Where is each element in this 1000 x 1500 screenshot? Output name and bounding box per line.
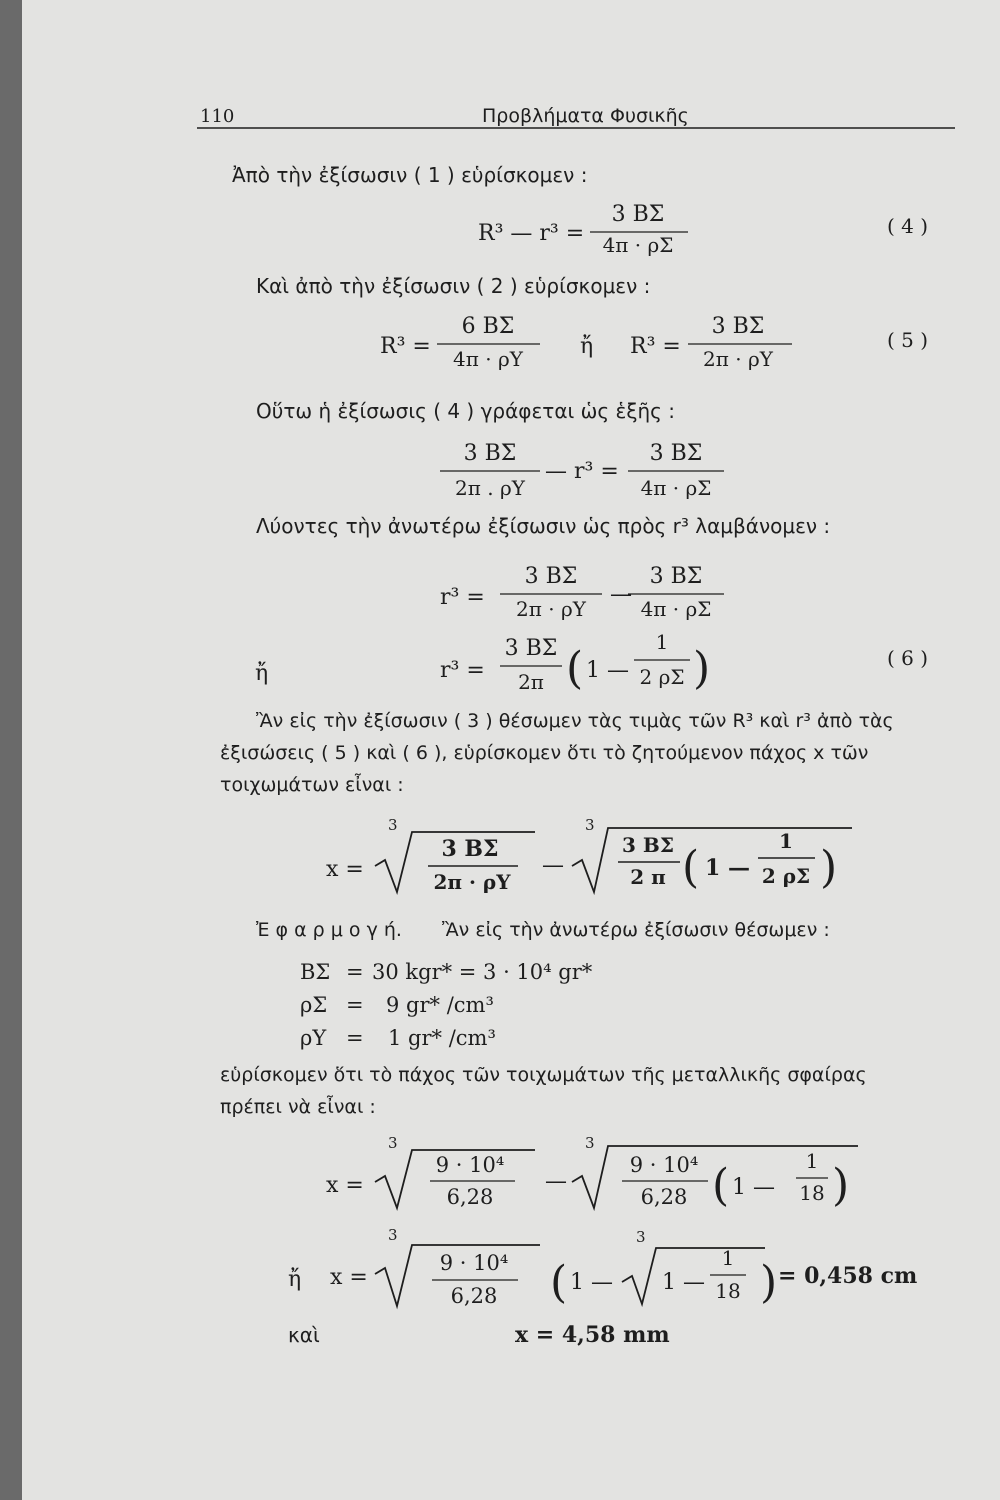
eq4-tag: ( 4 ) bbox=[887, 214, 929, 238]
para1-line-1: Ἂν εἰς τὴν ἐξίσωσιν ( 3 ) θέσωμεν τὰς τιμὰς τῶν R³ καὶ r³ ἀπὸ τὰς bbox=[256, 710, 894, 732]
eqn1-paren-one: 1 — bbox=[732, 1175, 775, 1200]
eqx-denominator-1: 2π · ρΥ bbox=[433, 870, 511, 894]
eqn2-denominator: 6,28 bbox=[450, 1284, 498, 1308]
page-number: 110 bbox=[200, 106, 235, 127]
eq6c-lhs: r³ = bbox=[440, 658, 485, 683]
eqn2-inner-numerator: 1 bbox=[721, 1246, 735, 1270]
eqn1-numerator-2: 9 · 10⁴ bbox=[629, 1153, 699, 1177]
eqx-root-index-2: 3 bbox=[585, 816, 595, 834]
eq5-lhs-1: R³ = bbox=[380, 334, 431, 359]
value-symbol-3: ρΥ bbox=[300, 1026, 327, 1050]
eqn1-close-paren: ) bbox=[832, 1160, 850, 1211]
eqx-lhs: x = bbox=[326, 857, 364, 882]
running-title: Προβλήματα Φυσικῆς bbox=[482, 105, 689, 127]
eq5-tag: ( 5 ) bbox=[887, 328, 929, 352]
eqn1-minus: — bbox=[545, 1169, 567, 1194]
eq5-denominator-2: 2π · ρΥ bbox=[703, 347, 773, 371]
value-equals-3: = bbox=[346, 1026, 364, 1050]
eq5-lhs-2: R³ = bbox=[630, 334, 681, 359]
eqx-inner-numerator: 1 bbox=[779, 829, 793, 853]
eqn2-paren-one: 1 — bbox=[570, 1270, 613, 1295]
eqx-open-paren: ( bbox=[682, 842, 700, 893]
eq6c-tag: ( 6 ) bbox=[887, 646, 929, 670]
eqn1-open-paren: ( bbox=[712, 1160, 730, 1211]
eqx-numerator-1: 3 BΣ bbox=[441, 836, 499, 862]
value-equals-2: = bbox=[346, 993, 364, 1017]
eqx-inner-denominator: 2 ρΣ bbox=[761, 864, 811, 888]
eqn2-result: = 0,458 cm bbox=[778, 1263, 918, 1289]
eqn2-or: ἤ bbox=[288, 1267, 302, 1292]
eq6b-denominator-2: 4π · ρΣ bbox=[640, 597, 712, 621]
value-2: 9 gr* /cm³ bbox=[386, 993, 494, 1017]
value-3: 1 gr* /cm³ bbox=[388, 1026, 496, 1050]
scan-edge bbox=[0, 0, 22, 1500]
eqn2-root-index-1: 3 bbox=[388, 1226, 398, 1244]
eq6c-numerator: 3 BΣ bbox=[504, 636, 558, 661]
eq6a-numerator-2: 3 BΣ bbox=[649, 441, 703, 466]
eqx-close-paren: ) bbox=[820, 842, 838, 893]
intro-line-3: Οὕτω ἡ ἐξίσωσις ( 4 ) γράφεται ὡς ἑξῆς : bbox=[256, 399, 675, 423]
eqn2-open-paren: ( bbox=[550, 1257, 568, 1308]
eq6b-minus: — bbox=[610, 582, 632, 607]
eqx-denominator-2: 2 π bbox=[630, 865, 666, 889]
eqx-minus: — bbox=[542, 853, 564, 878]
value-symbol-1: BΣ bbox=[300, 960, 331, 984]
eq6c-inner-denominator: 2 ρΣ bbox=[639, 665, 685, 689]
eq4-numerator: 3 BΣ bbox=[611, 202, 665, 227]
final-result: x = 4,58 mm bbox=[515, 1322, 670, 1348]
eqx-numerator-2: 3 BΣ bbox=[622, 833, 674, 857]
eqn1-denominator-2: 6,28 bbox=[640, 1185, 688, 1209]
eq6b-numerator-1: 3 BΣ bbox=[524, 564, 578, 589]
final-label: καὶ bbox=[288, 1323, 320, 1347]
value-symbol-2: ρΣ bbox=[300, 993, 328, 1017]
eq6c-close-paren: ) bbox=[693, 643, 711, 694]
eqn1-denominator-1: 6,28 bbox=[446, 1185, 494, 1209]
eq6a-denominator-1: 2π . ρΥ bbox=[455, 476, 525, 500]
eq4-lhs: R³ — r³ = bbox=[478, 221, 585, 246]
eqx-paren-one: 1 — bbox=[705, 855, 750, 881]
para1-line-3: τοιχωμάτων εἶναι : bbox=[220, 774, 404, 796]
application-label: Ἐ φ α ρ μ ο γ ή. bbox=[256, 919, 402, 941]
eq6b-lhs: r³ = bbox=[440, 585, 485, 610]
eq6b-denominator-1: 2π · ρΥ bbox=[516, 597, 586, 621]
intro-line-2: Καὶ ἀπὸ τὴν ἐξίσωσιν ( 2 ) εὑρίσκομεν : bbox=[256, 274, 651, 298]
eq5-numerator-2: 3 BΣ bbox=[711, 314, 765, 339]
eq6c-inner-numerator: 1 bbox=[655, 630, 669, 654]
eqn2-root-index-2: 3 bbox=[636, 1228, 646, 1246]
eqx-root-index-1: 3 bbox=[388, 816, 398, 834]
eq5-denominator-1: 4π · ρΥ bbox=[453, 347, 523, 371]
eqn2-lhs: x = bbox=[330, 1265, 368, 1290]
eq5-numerator-1: 6 BΣ bbox=[461, 314, 515, 339]
eq4-denominator: 4π · ρΣ bbox=[602, 233, 674, 257]
eqn2-inner-denominator: 18 bbox=[715, 1279, 741, 1303]
eq6b-numerator-2: 3 BΣ bbox=[649, 564, 703, 589]
eq6c-paren-one: 1 — bbox=[586, 658, 629, 683]
eq5-or: ἤ bbox=[580, 334, 594, 359]
eqn2-numerator: 9 · 10⁴ bbox=[439, 1251, 509, 1275]
eqn1-root-index-1: 3 bbox=[388, 1134, 398, 1152]
eq6a-numerator-1: 3 BΣ bbox=[463, 441, 517, 466]
eqn2-rad-one: 1 — bbox=[662, 1270, 705, 1295]
application-text: Ἂν εἰς τὴν ἀνωτέρω ἐξίσωσιν θέσωμεν : bbox=[442, 919, 830, 941]
intro-line-1: Ἀπὸ τὴν ἐξίσωσιν ( 1 ) εὑρίσκομεν : bbox=[232, 163, 588, 187]
eqn1-inner-numerator: 1 bbox=[805, 1149, 819, 1173]
eq6a-middle: — r³ = bbox=[545, 459, 619, 484]
eq6c-open-paren: ( bbox=[566, 643, 584, 694]
para2-line-2: πρέπει νὰ εἶναι : bbox=[220, 1096, 376, 1118]
value-1: 30 kgr* = 3 · 10⁴ gr* bbox=[372, 960, 593, 984]
eqn1-lhs: x = bbox=[326, 1173, 364, 1198]
eq6c-or: ἤ bbox=[255, 661, 269, 686]
eq6c-denominator: 2π bbox=[518, 670, 544, 694]
eqn1-root-index-2: 3 bbox=[585, 1134, 595, 1152]
intro-line-4: Λύοντες τὴν ἀνωτέρω ἐξίσωσιν ὡς πρὸς r³ λαμβάνομεν : bbox=[256, 514, 831, 538]
eq6a-denominator-2: 4π · ρΣ bbox=[640, 476, 712, 500]
eqn1-numerator-1: 9 · 10⁴ bbox=[435, 1153, 505, 1177]
eqn1-inner-denominator: 18 bbox=[799, 1181, 825, 1205]
eqn2-close-paren: ) bbox=[760, 1257, 778, 1308]
para1-line-2: ἐξισώσεις ( 5 ) καὶ ( 6 ), εὑρίσκομεν ὅτι τὸ ζητούμενον πάχος x τῶν bbox=[220, 742, 869, 764]
value-equals-1: = bbox=[346, 960, 364, 984]
para2-line-1: εὑρίσκομεν ὅτι τὸ πάχος τῶν τοιχωμάτων τῆς μεταλλικῆς σφαίρας bbox=[220, 1064, 867, 1086]
